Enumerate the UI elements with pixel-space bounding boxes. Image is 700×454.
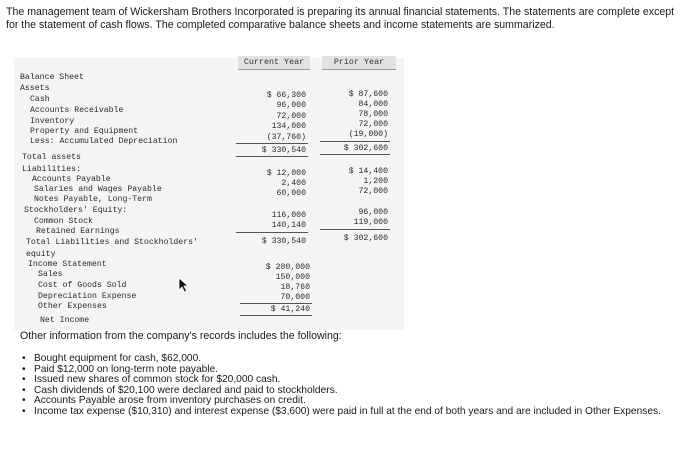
row-label-income-statement: Income Statement — [28, 260, 107, 269]
list-item: • Accounts Payable arose from inventory purchases on credit. — [22, 395, 306, 406]
current-value-accumulated-depreciation: (37,760) — [266, 133, 306, 142]
total-rule-prior-assets — [320, 141, 390, 142]
current-value-sales: $ 280,000 — [265, 263, 310, 272]
row-label-property-equipment: Property and Equipment — [30, 127, 139, 136]
current-value-cash: $ 66,300 — [266, 91, 306, 100]
other-information-list — [22, 354, 672, 417]
row-label-cost-of-goods-sold: Cost of Goods Sold — [38, 281, 127, 290]
bullet-icon: • — [22, 395, 26, 406]
current-value-notes-payable: 60,000 — [276, 189, 306, 198]
row-label-depreciation-expense: Depreciation Expense — [38, 292, 137, 301]
prior-value-accumulated-depreciation: (19,000) — [348, 130, 388, 139]
current-value-accounts-receivable: 96,000 — [276, 101, 306, 110]
row-label-equity: equity — [26, 250, 56, 259]
prior-value-inventory: 78,000 — [358, 110, 388, 119]
list-item: • Issued new shares of common stock for $20,000 cash. — [22, 374, 281, 385]
bullet-icon: • — [22, 384, 26, 396]
row-label-notes-payable: Notes Payable, Long-Term — [34, 195, 152, 204]
row-label-retained-earnings: Retained Earnings — [36, 227, 120, 236]
current-value-retained-earnings: 140,140 — [271, 221, 306, 230]
prior-value-accounts-receivable: 84,000 — [358, 100, 388, 109]
total-rule-current-assets — [236, 143, 308, 144]
current-value-accounts-payable: $ 12,000 — [266, 169, 306, 178]
prior-value-notes-payable: 72,000 — [358, 187, 388, 196]
current-value-other-expenses: 70,000 — [280, 293, 310, 302]
row-label-accumulated-depreciation: Less: Accumulated Depreciation — [30, 137, 178, 146]
row-label-other-expenses: Other Expenses — [38, 302, 107, 311]
bullet-icon: • — [22, 405, 26, 417]
current-value-inventory: 72,000 — [276, 112, 306, 121]
current-value-common-stock: 116,000 — [271, 211, 306, 220]
prior-value-common-stock: 96,000 — [358, 208, 388, 217]
bullet-icon: • — [22, 374, 26, 385]
row-label-inventory: Inventory — [30, 117, 75, 126]
column-header-prior-year: Prior Year — [322, 56, 396, 70]
bullet-icon: • — [22, 353, 26, 364]
current-value-depreciation-expense: 18,760 — [280, 283, 310, 292]
current-value-total-liabilities-equity: $ 330,540 — [261, 237, 306, 246]
row-label-salaries-wages-payable: Salaries and Wages Payable — [34, 185, 162, 194]
mouse-pointer-icon — [178, 277, 190, 293]
row-label-common-stock: Common Stock — [34, 217, 93, 226]
row-label-balance-sheet: Balance Sheet — [20, 73, 84, 82]
row-label-assets: Assets — [20, 84, 50, 93]
prior-value-total-liabilities-equity: $ 302,600 — [343, 234, 388, 243]
row-label-stockholders-equity: Stockholders' Equity: — [24, 206, 128, 215]
prior-value-total-assets: $ 302,600 — [343, 144, 388, 153]
prior-value-retained-earnings: 119,000 — [353, 218, 388, 227]
list-item: • Income tax expense ($10,310) and interest expense ($3,600) were paid in full at the end of both years and are included in Other Expenses. — [22, 405, 661, 417]
list-item: • Paid $12,000 on long-term note payable. — [22, 363, 219, 375]
current-value-net-income: $ 41,240 — [270, 305, 310, 314]
bullet-icon: • — [22, 363, 26, 375]
double-rule-net-income — [240, 315, 312, 316]
row-label-accounts-payable: Accounts Payable — [32, 175, 111, 184]
row-label-accounts-receivable: Accounts Receivable — [30, 106, 124, 115]
current-value-property-equipment: 134,000 — [271, 122, 306, 131]
list-item: • Bought equipment for cash, $62,000. — [22, 353, 202, 364]
current-value-cost-of-goods-sold: 150,000 — [275, 273, 310, 282]
prior-value-property-equipment: 72,000 — [358, 120, 388, 129]
row-label-cash: Cash — [30, 95, 50, 104]
row-label-total-liabilities-equity: Total Liabilities and Stockholders' — [26, 238, 198, 247]
current-value-salaries-wages-payable: 2,400 — [281, 179, 306, 188]
column-header-current-year: Current Year — [238, 56, 310, 70]
row-label-total-assets: Total assets — [22, 153, 81, 162]
total-rule-net-income — [240, 303, 312, 304]
list-item: • Cash dividends of $20,100 were declared and paid to stockholders. — [22, 384, 338, 396]
row-label-sales: Sales — [38, 270, 63, 279]
intro-paragraph: The management team of Wickersham Brothers Incorporated is preparing its annual financial statements. The statements are complete except for the statement of cash flows. The completed comparative balance sheets and income statements are summarized. — [6, 6, 675, 31]
double-rule-prior-assets — [320, 154, 390, 155]
row-label-liabilities: Liabilities: — [22, 165, 81, 174]
total-rule-current-liabilities — [236, 232, 308, 233]
prior-value-cash: $ 87,600 — [348, 90, 388, 99]
prior-value-accounts-payable: $ 14,400 — [348, 167, 388, 176]
prior-value-salaries-wages-payable: 1,200 — [363, 177, 388, 186]
double-rule-current-assets — [236, 156, 308, 157]
total-rule-prior-liabilities — [320, 229, 390, 230]
row-label-net-income: Net Income — [40, 316, 90, 325]
current-value-total-assets: $ 330,540 — [261, 146, 306, 155]
other-information-heading: Other information from the company's records includes the following: — [20, 330, 342, 342]
